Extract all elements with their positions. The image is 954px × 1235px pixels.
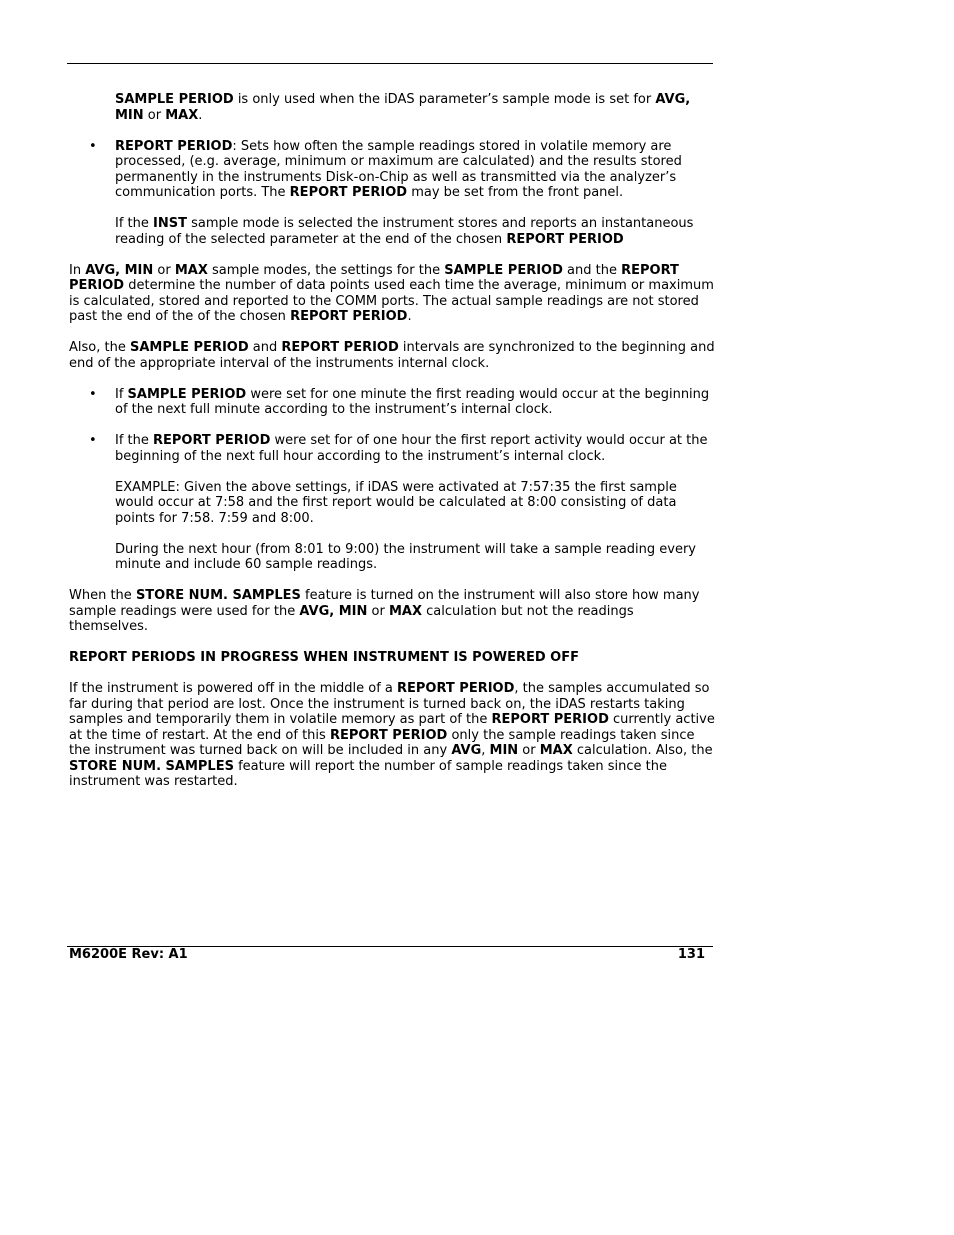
avg-min-max-paragraph: In AVG, MIN or MAX sample modes, the settings for the SAMPLE PERIOD and the REPORT PERIOD determine the number of data points used each time the average, minimum or maximum is calculated, stored and reported to the COMM ports. The actual sample readings are not stored past the end of the of the chosen REPORT PERIOD. [69,262,714,324]
store-num-samples-paragraph: When the STORE NUM. SAMPLES feature is turned on the instrument will also store how many sample readings were used for the AVG, MIN or MAX calculation but not the readings themselves. [69,588,700,634]
example-paragraph: EXAMPLE: Given the above settings, if iDAS were activated at 7:57:35 the first sample would occur at 7:58 and the first report would be calculated at 8:00 consisting of data points for 7:58. 7:59 and 8:00. [115,479,677,526]
section-heading: REPORT PERIODS IN PROGRESS WHEN INSTRUMENT IS POWERED OFF [69,650,579,665]
document-revision: M6200E Rev: A1 [69,947,188,962]
report-period-bullet: • REPORT PERIOD: Sets how often the sample readings stored in volatile memory are processed, (e.g. average, minimum or maximum are calculated) and the results stored permanently in the instruments Disk-on-Chip as well as transmitted via the analyzer’s communication ports. The REPORT PERIOD may be set from the front panel. [89,138,682,200]
inst-mode-note: If the INST sample mode is selected the instrument stores and reports an instantaneous reading of the selected parameter at the end of the chosen REPORT PERIOD [115,216,694,247]
power-off-paragraph: If the instrument is powered off in the middle of a REPORT PERIOD, the samples accumulated so far during that period are lost. Once the instrument is turned back on, the iDAS restarts taking samples and temporarily them in volatile memory as part of the REPORT PERIOD currently active at the time of restart. At the end of this REPORT PERIOD only the sample readings taken since the instrument was turned back on will be included in any AVG, MIN or MAX calculation. Also, the STORE NUM. SAMPLES feature will report the number of sample readings taken since the instrument was restarted. [69,681,715,789]
report-period-hour-bullet: • If the REPORT PERIOD were set for of one hour the first report activity would occur at the beginning of the next full hour according to the instrument’s internal clock. [89,433,708,464]
sync-paragraph: Also, the SAMPLE PERIOD and REPORT PERIOD intervals are synchronized to the beginning and end of the appropriate interval of the instruments internal clock. [69,340,715,371]
sample-period-bullet: • If SAMPLE PERIOD were set for one minute the first reading would occur at the beginning of the next full minute according to the instrument’s internal clock. [89,386,710,417]
sample-period-note: SAMPLE PERIOD is only used when the iDAS parameter’s sample mode is set for AVG, MIN or MAX. [115,92,691,123]
page-number: 131 [677,947,705,962]
bullet-icon: • [89,138,97,154]
header-rule [67,63,713,64]
bullet-icon: • [89,433,97,448]
next-hour-paragraph: During the next hour (from 8:01 to 9:00) the instrument will take a sample reading every minute and include 60 sample readings. [115,541,696,572]
page-body [69,92,715,805]
bullet-icon: • [89,386,97,402]
